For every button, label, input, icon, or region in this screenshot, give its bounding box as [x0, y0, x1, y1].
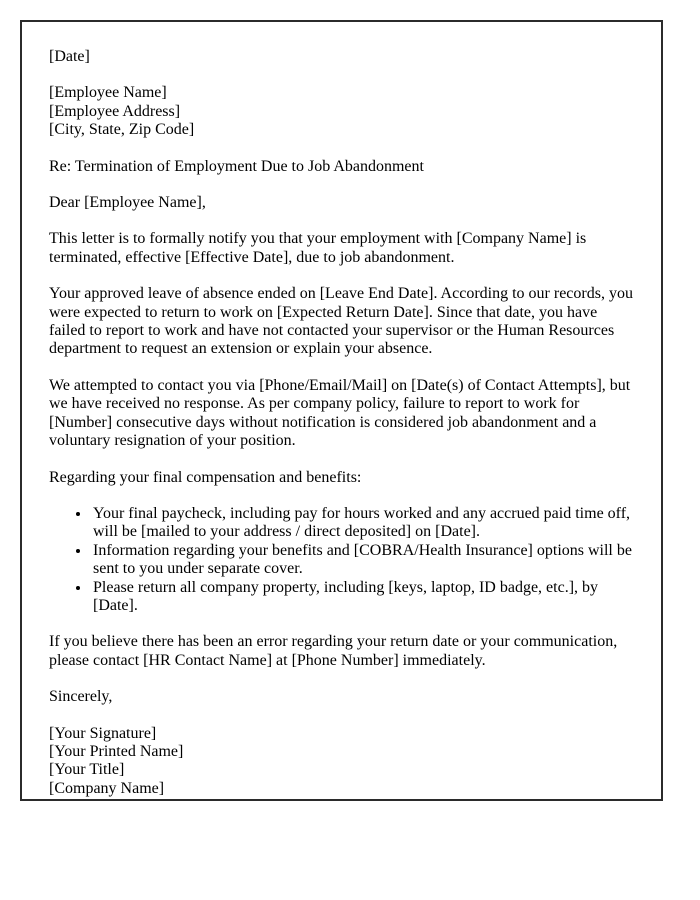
signature-block: [49, 725, 633, 799]
recipient-city-state-zip-line: [City, State, Zip Code]: [49, 121, 195, 139]
closing-line: Sincerely,: [49, 688, 113, 706]
date-line: [Date]: [49, 48, 90, 65]
body-paragraph-contact-attempts: We attempted to contact you via [Phone/Email/Mail] on [Date(s) of Contact Attempts], but we have received no response. As per company policy, failure to report to work for [Number] consecutive days without notification is considered job abandonment and a voluntary resignation of your position.: [49, 376, 631, 450]
company-name-line: [Company Name]: [49, 779, 165, 797]
error-contact-paragraph: If you believe there has been an error regarding your return date or your communication, please contact [HR Contact Name] at [Phone Number] immediately.: [49, 633, 618, 669]
benefits-list-item-company-property: • Please return all company property, including [keys, laptop, ID badge, etc.], by [Date].: [91, 579, 633, 616]
benefits-intro: Regarding your final compensation and benefits:: [49, 468, 362, 486]
recipient-name-line: [Employee Name]: [49, 84, 167, 102]
benefits-list: [49, 505, 633, 615]
recipient-address-line: [Employee Address]: [49, 102, 181, 120]
body-paragraph-termination: This letter is to formally notify you that your employment with [Company Name] is terminated, effective [Effective Date], due to job abandonment.: [49, 230, 587, 266]
letter-page: [20, 20, 663, 801]
benefits-list-item-cobra-insurance: • Information regarding your benefits and [COBRA/Health Insurance] options will be sent to you under separate cover.: [91, 542, 633, 579]
salutation: Dear [Employee Name],: [49, 194, 206, 212]
body-paragraph-leave-details: Your approved leave of absence ended on [Leave End Date]. According to our records, you were expected to return to work on [Expected Return Date]. Since that date, you have failed to report to work and have not contacted your supervisor or the Human Resources department to request an extension or explain your absence.: [49, 285, 633, 358]
subject-line: Re: Termination of Employment Due to Job Abandonment: [49, 157, 424, 175]
sender-title-line: [Your Title]: [49, 761, 125, 779]
signature-line: [Your Signature]: [49, 724, 157, 742]
recipient-block: [49, 84, 633, 139]
printed-name-line: [Your Printed Name]: [49, 742, 184, 760]
benefits-list-item-final-paycheck: • Your final paycheck, including pay for hours worked and any accrued paid time off, will be [mailed to your address / direct deposited] on [Date].: [91, 505, 633, 542]
